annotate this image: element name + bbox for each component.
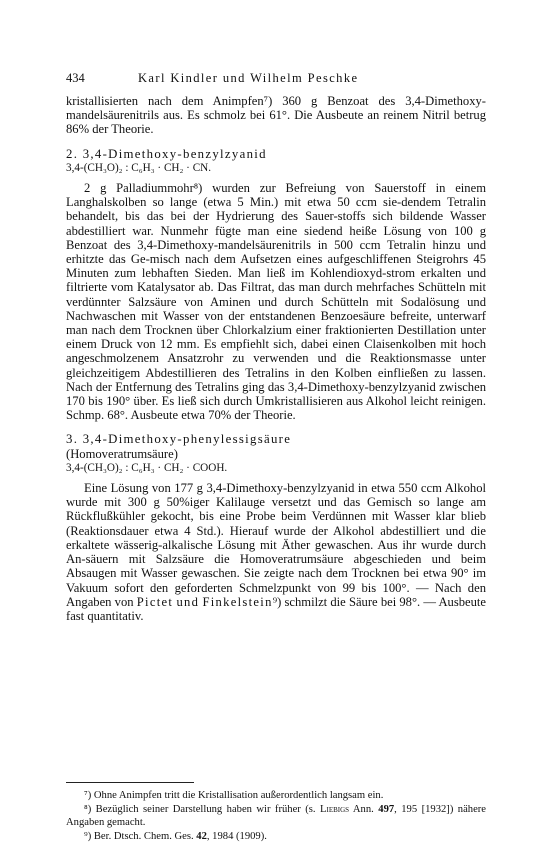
footnote-9-text-end: , 1984 (1909). [207,831,267,842]
footnote-9-volume: 42 [196,831,207,842]
footnote-8-ann: Ann. [353,804,374,815]
footnote-8-volume: 497 [378,804,394,815]
section-3-text-end: schmilzt die Säure bei 98°. — Ausbeute fast quantitativ. [66,595,486,623]
page-header [66,71,486,87]
footnote-8-text-end: , 195 [1932]) nähere Angaben gemacht. [66,804,486,829]
footnotes [66,789,486,843]
author-name-pictet: Pictet [137,595,173,609]
footnote-divider [66,782,194,783]
section-3-paragraph [66,481,486,623]
footnote-ref-9: ⁹) [273,595,282,609]
footnote-8 [66,803,486,830]
intro-paragraph: kristallisierten nach dem Animpfen⁷) 360 g Benzoat des 3,4-Dimethoxy-mandelsäurenitrils aus. Es schmolz bei 61°. Die Ausbeute an reinem Nitril betrug 86% der Theorie. [66,94,486,137]
section-3-text: Eine Lösung von 177 g 3,4-Dimethoxy-benzylzyanid in etwa 550 ccm Alkohol wurde mit 300 g 50%iger Kalilauge versetzt und das Gemisch so lange am Rückflußkühler gekocht, bis eine Probe beim Verdünnen mit Wasser klar blieb (Reaktionsdauer etwa 4 Std.). Hierauf wurde der Alkohol abdestilliert und die erkaltete wässerig-alkalische Lösung mit Äther gewaschen. Aus ihr wurde durch An-säuern mit Salzsäure die Homoveratrumsäure abgeschieden und beim Absaugen mit Wasser gewaschen. Sie zeigte nach dem Trocknen bei etwa 90° im Vakuum sofort den geforderten Schmelzpunkt von 99 bis 100°. — Nach den Angaben von [66,481,486,609]
page-number: 434 [66,71,85,86]
section-3-heading: 3. 3,4-Dimethoxy-phenylessigsäure [66,432,486,446]
main-text [66,94,486,623]
footnote-9-text: ⁹) Ber. Dtsch. Chem. Ges. [84,831,194,842]
footnote-8-text: ⁸) Bezüglich seiner Darstellung haben wir früher (s. [84,804,316,815]
author-conjunction: und [176,595,199,609]
author-name-finkelstein: Finkelstein [202,595,272,609]
running-title: Karl Kindler und Wilhelm Peschke [138,71,358,86]
section-2-formula: 3,4-(CH₃O)₂ : C₆H₃ · CH₂ · CN. [66,161,486,175]
section-3-subheading: (Homoveratrumsäure) [66,447,486,461]
footnote-8-journal: Liebigs [320,804,349,815]
section-2-heading: 2. 3,4-Dimethoxy-benzylzyanid [66,147,486,161]
footnote-7: ⁷) Ohne Animpfen tritt die Kristallisation außerordentlich langsam ein. [66,789,486,803]
section-3-formula: 3,4-(CH₃O)₂ : C₆H₃ · CH₂ · COOH. [66,461,486,475]
section-2-paragraph: 2 g Palladiummohr⁸) wurden zur Befreiung von Sauerstoff in einem Langhalskolben so lange (etwa 5 Min.) mit etwa 50 ccm sie-dendem Tetralin behandelt, bis das bei der Hydrierung des Sauer-stoffs sich bildende Wasser abdestilliert war. Nunmehr fügte man eine siedend heiße Lösung von 100 g Benzoat des 3,4-Dimethoxy-mandelsäurenitrils in 500 ccm Tetralin hinzu und erhitzte das Ge-misch nach dem Aufsetzen eines aufgeschliffenen Steigrohrs 45 Minuten zum lebhaften Sieden. Man ließ im Kohlendioxyd-strom erkalten und filtrierte vom Katalysator ab. Das Filtrat, das man durch mehrfaches Schütteln mit verdünnter Salzsäure von Aminen und durch Schütteln mit Sodalösung und Nachwaschen mit Wasser von der entstandenen Benzoesäure befreite, unterwarf man nach dem Trocknen über Chlorkalzium einer fraktionierten Destillation unter einem Druck von 12 mm. Es empfiehlt sich, dabei einen Claisenkolben mit hoch angeschmolzenem Ansatzrohr zu verwenden und die Reaktionsmasse unter gleichzeitigem Abdestillieren des Tetralins in den Kolben einfließen zu lassen. Nach der Entfernung des Tetralins ging das 3,4-Dimethoxy-benzylzyanid zwischen 170 bis 190° über. Es ließ sich durch Umkristallisieren aus Alkohol leicht reinigen. Schmp. 68°. Ausbeute etwa 70% der Theorie. [66,181,486,422]
footnote-9 [66,830,486,843]
